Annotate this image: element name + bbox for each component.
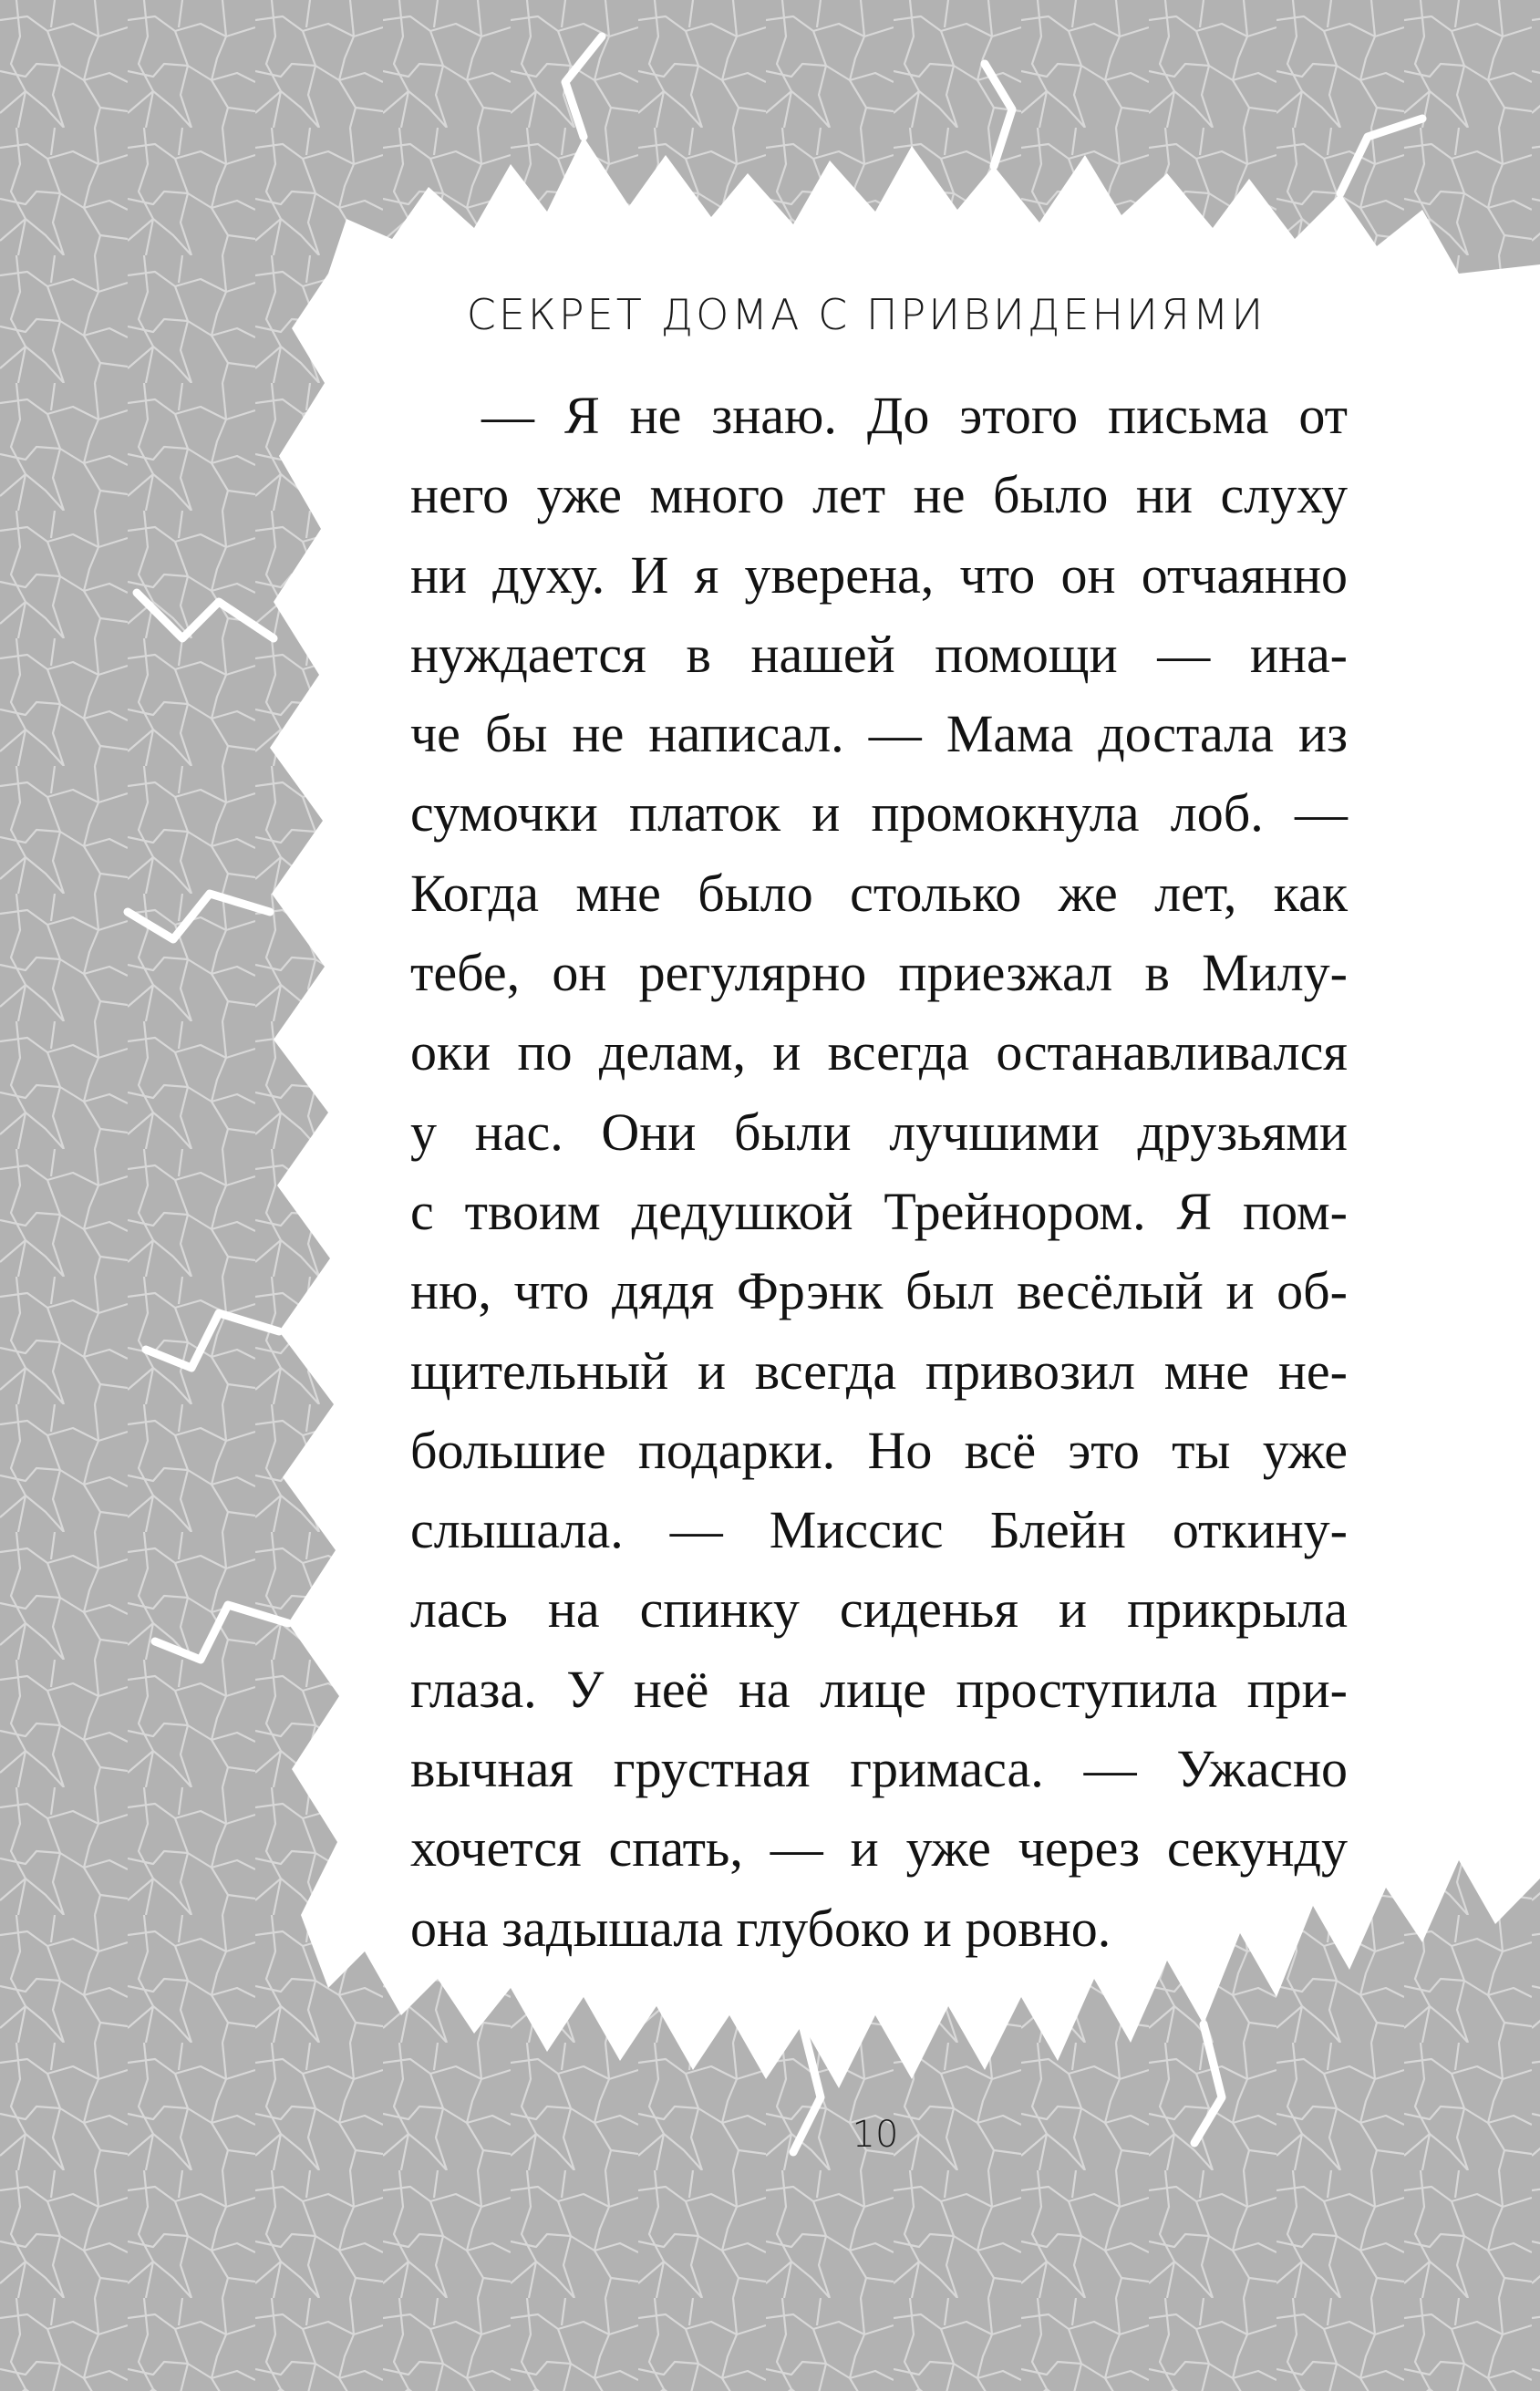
text-line: — Я не знаю. До этого письма от xyxy=(481,386,1348,445)
text-line: Когда мне было столько же лет, как xyxy=(410,863,1348,923)
text-line: сумочки платок и промокнула лоб. — xyxy=(410,783,1348,844)
text-line: тебе, он регулярно приезжал в Милу- xyxy=(410,943,1348,1003)
text-line: че бы не написал. — Мама достала из xyxy=(410,704,1348,764)
text-line: оки по делам, и всегда останавливался xyxy=(410,1022,1348,1082)
text-line: хочется спать, — и уже через секунду xyxy=(410,1818,1348,1879)
text-line: с твоим дедушкой Трейнором. Я пом- xyxy=(410,1181,1348,1241)
text-line: щительный и всегда привозил мне не- xyxy=(410,1340,1348,1401)
running-header-title: СЕКРЕТ ДОМА С ПРИВИДЕНИЯМИ xyxy=(466,290,1266,339)
text-line: ни духу. И я уверена, что он отчаянно xyxy=(410,544,1348,605)
text-line: нуждается в нашей помощи — ина- xyxy=(410,624,1348,684)
text-line: у нас. Они были лучшими друзьями xyxy=(410,1102,1348,1162)
page-number: 10 xyxy=(852,2114,899,2156)
text-line: глаза. У неё на лице проступила при- xyxy=(410,1659,1348,1719)
text-line: ню, что дядя Фрэнк был весёлый и об- xyxy=(410,1261,1348,1321)
text-line: слышала. — Миссис Блейн откину- xyxy=(410,1500,1348,1560)
text-line: лась на спинку сиденья и прикрыла xyxy=(410,1579,1348,1640)
body-text xyxy=(410,376,1348,1968)
text-line: большие подарки. Но всё это ты уже xyxy=(410,1420,1348,1480)
text-line: вычная грустная гримаса. — Ужасно xyxy=(410,1739,1348,1799)
text-line: него уже много лет не было ни слуху xyxy=(410,465,1348,525)
text-line: она задышала глубоко и ровно. xyxy=(410,1898,1111,1958)
